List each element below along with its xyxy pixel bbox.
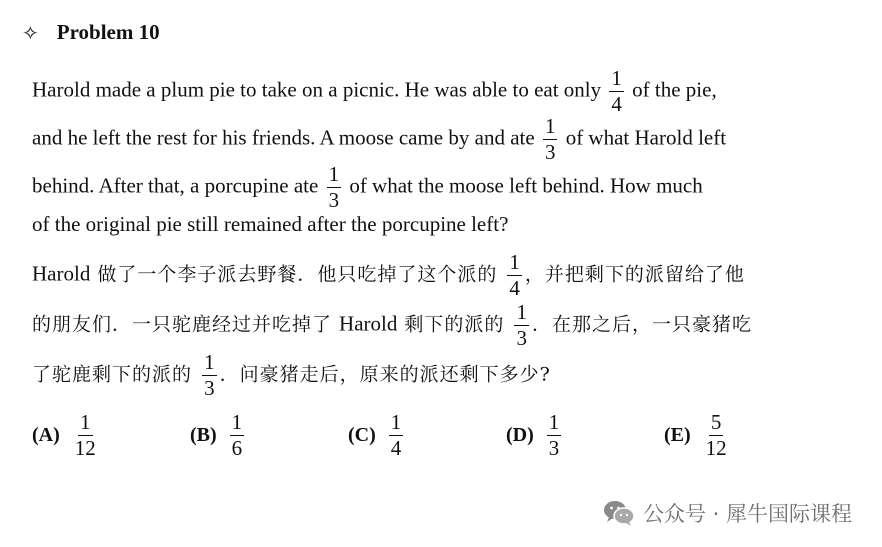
text: 的朋友们．一只驼鹿经过并吃掉了 <box>32 313 340 336</box>
fraction-numerator: 1 <box>80 410 91 434</box>
fraction-numerator: 1 <box>509 250 520 274</box>
fraction-numerator: 1 <box>611 66 622 90</box>
fraction-denominator: 3 <box>548 436 560 460</box>
text: of the pie, <box>632 77 717 102</box>
text: of what Harold left <box>565 125 727 150</box>
chinese-problem-text <box>32 252 832 402</box>
fraction-denominator: 3 <box>204 376 215 400</box>
text: ．在那之后，一只豪猪吃 <box>531 313 752 336</box>
chinese-line-3 <box>32 352 551 399</box>
sparkle-star-icon: ✧ <box>22 20 39 45</box>
choice-b[interactable] <box>190 412 247 459</box>
fraction <box>327 164 342 211</box>
fraction-denominator: 4 <box>509 276 520 300</box>
fraction <box>514 302 529 349</box>
fraction-numerator: 5 <box>710 410 722 434</box>
fraction <box>73 412 98 459</box>
choice-e[interactable] <box>664 412 732 459</box>
fraction <box>704 412 729 459</box>
fraction-numerator: 1 <box>516 300 527 324</box>
choice-label: (D) <box>506 424 534 446</box>
english-line-4 <box>32 212 508 237</box>
fraction <box>543 116 558 163</box>
fraction-denominator: 4 <box>390 436 402 460</box>
choice-label: (B) <box>190 424 217 446</box>
fraction <box>609 68 624 115</box>
fraction-denominator: 4 <box>611 92 622 116</box>
fraction <box>389 412 404 459</box>
text: ．问豪猪走后，原来的派还剩下多少? <box>219 363 551 386</box>
choice-label: (A) <box>32 424 60 446</box>
fraction <box>230 412 245 459</box>
text: behind. After that, a porcupine ate <box>32 173 319 198</box>
english-problem-text <box>32 68 832 248</box>
problem-header <box>22 20 160 45</box>
fraction-numerator: 1 <box>231 410 243 434</box>
fraction-numerator: 1 <box>548 410 560 434</box>
text: ，并把剩下的派留给了他 <box>524 263 745 286</box>
text: of what the moose left behind. How much <box>349 173 703 198</box>
english-line-3 <box>32 164 703 211</box>
text: of the original pie still remained after the porcupine left? <box>32 212 509 236</box>
text: 做了一个李子派去野餐．他只吃掉了这个派的 <box>90 263 498 286</box>
chinese-line-2 <box>32 302 752 349</box>
wechat-watermark <box>603 498 852 528</box>
choice-c[interactable] <box>348 412 406 459</box>
english-line-2 <box>32 116 726 163</box>
fraction <box>507 252 522 299</box>
fraction-denominator: 3 <box>328 188 340 212</box>
text: 了驼鹿剩下的派的 <box>32 363 193 386</box>
chinese-line-1 <box>32 252 745 299</box>
fraction-denominator: 3 <box>544 140 556 164</box>
fraction-denominator: 12 <box>74 436 96 460</box>
fraction-denominator: 3 <box>516 326 527 350</box>
choice-label: (C) <box>348 424 376 446</box>
fraction-numerator: 1 <box>204 350 215 374</box>
choice-d[interactable] <box>506 412 564 459</box>
fraction-denominator: 12 <box>705 436 727 460</box>
text: Harold made a plum pie to take on a picnic. He was able to eat only <box>32 77 602 102</box>
wechat-icon <box>603 499 635 527</box>
choice-label: (E) <box>664 424 691 446</box>
watermark-text: 公众号 · 犀牛国际课程 <box>642 502 852 526</box>
answer-choices <box>32 412 852 468</box>
fraction <box>547 412 562 459</box>
fraction <box>202 352 217 399</box>
fraction-numerator: 1 <box>544 114 556 138</box>
text: 剩下的派的 <box>397 313 505 336</box>
fraction-numerator: 1 <box>328 162 340 186</box>
fraction-denominator: 6 <box>231 436 243 460</box>
problem-title: Problem 10 <box>56 20 160 44</box>
name-text: Harold <box>339 311 398 336</box>
text: and he left the rest for his friends. A moose came by and ate <box>32 125 535 150</box>
name-text: Harold <box>32 261 91 286</box>
english-line-1 <box>32 68 717 115</box>
fraction-numerator: 1 <box>390 410 402 434</box>
choice-a[interactable] <box>32 412 101 459</box>
